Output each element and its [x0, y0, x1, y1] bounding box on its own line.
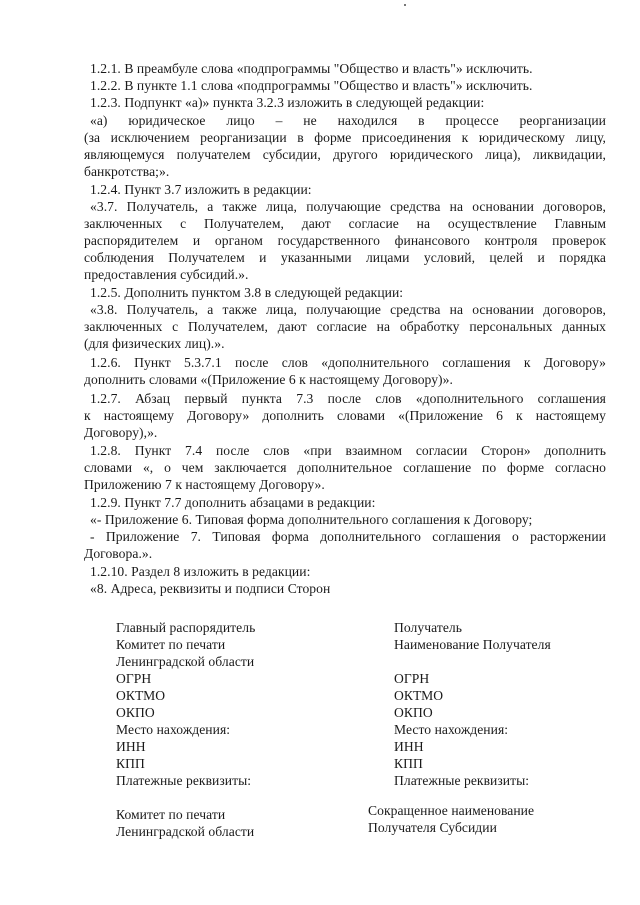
- left-sign-line-2: Ленинградской области: [116, 824, 255, 839]
- right-payment: Платежные реквизиты:: [394, 773, 530, 788]
- left-okpo: ОКПО: [116, 705, 155, 720]
- para-3-8-line-2: заключенных с Получателем, дают согласие на обработку персональных данных: [84, 319, 606, 334]
- right-sign-line-1: Сокращенное наименование: [368, 803, 535, 818]
- para-3-8-line-1: «3.8. Получатель, а также лица, получающие средства на основании договоров,: [90, 302, 606, 317]
- right-ogrn: ОГРН: [394, 671, 430, 686]
- left-location: Место нахождения:: [116, 722, 231, 737]
- item-1-2-4: 1.2.4. Пункт 3.7 изложить в редакции:: [90, 182, 312, 197]
- item-1-2-8-line-3: Приложению 7 к настоящему Договору».: [84, 477, 325, 492]
- para-a-line-1: «а) юридическое лицо – не находился в процессе реорганизации: [90, 113, 606, 128]
- appendix-6-line: «- Приложение 6. Типовая форма дополнительного соглашения к Договору;: [90, 512, 533, 527]
- item-1-2-6-line-2: дополнить словами «(Приложение 6 к настоящему Договору)».: [84, 372, 453, 387]
- scan-speck: [404, 4, 406, 6]
- item-1-2-7-line-3: Договору),».: [84, 425, 158, 440]
- right-role: Получатель: [394, 620, 462, 635]
- item-1-2-2: 1.2.2. В пункте 1.1 слова «подпрограммы "Общество и власть"» исключить.: [90, 78, 533, 93]
- para-3-7-line-2: заключенных с Получателем, дают согласие на осуществление Главным: [84, 216, 606, 231]
- right-name: Наименование Получателя: [394, 637, 551, 652]
- right-kpp: КПП: [394, 756, 423, 771]
- para-3-7-line-5: предоставления субсидий.».: [84, 267, 249, 282]
- left-inn: ИНН: [116, 739, 146, 754]
- right-okpo: ОКПО: [394, 705, 433, 720]
- item-1-2-8-line-2: словами «, о чем заключается дополнительное соглашение по форме согласно: [84, 460, 606, 475]
- item-1-2-5: 1.2.5. Дополнить пунктом 3.8 в следующей редакции:: [90, 285, 404, 300]
- para-3-7-line-4: соблюдения Получателем и указанными лицами условий, целей и порядка: [84, 250, 606, 265]
- item-1-2-10: 1.2.10. Раздел 8 изложить в редакции:: [90, 564, 311, 579]
- appendix-7-line-2: Договора.».: [84, 546, 153, 561]
- left-payment: Платежные реквизиты:: [116, 773, 252, 788]
- item-1-2-7-line-2: к настоящему Договору» дополнить словами «(Приложение 6 к настоящему: [84, 408, 606, 423]
- right-sign-line-2: Получателя Субсидии: [368, 820, 497, 835]
- left-ogrn: ОГРН: [116, 671, 152, 686]
- left-role: Главный распорядитель: [116, 620, 256, 635]
- item-1-2-7-line-1: 1.2.7. Абзац первый пункта 7.3 после слов «дополнительного соглашения: [90, 391, 606, 406]
- item-1-2-6-line-1: 1.2.6. Пункт 5.3.7.1 после слов «дополнительного соглашения к Договору»: [90, 355, 606, 370]
- para-a-line-2: (за исключением реорганизации в форме присоединения к юридическому лицу,: [84, 130, 606, 145]
- para-3-8-line-3: (для физических лиц).».: [84, 336, 225, 351]
- item-1-2-1: 1.2.1. В преамбуле слова «подпрограммы "Общество и власть"» исключить.: [90, 61, 533, 76]
- right-location: Место нахождения:: [394, 722, 509, 737]
- right-inn: ИНН: [394, 739, 424, 754]
- item-1-2-8-line-1: 1.2.8. Пункт 7.4 после слов «при взаимном согласии Сторон» дополнить: [90, 443, 606, 458]
- left-name-line-2: Ленинградской области: [116, 654, 255, 669]
- left-oktmo: ОКТМО: [116, 688, 166, 703]
- para-3-7-line-1: «3.7. Получатель, а также лица, получающие средства на основании договоров,: [90, 199, 606, 214]
- para-a-line-4: банкротства;».: [84, 164, 170, 179]
- section-8-heading: «8. Адреса, реквизиты и подписи Сторон: [90, 581, 331, 596]
- item-1-2-9: 1.2.9. Пункт 7.7 дополнить абзацами в редакции:: [90, 495, 376, 510]
- left-kpp: КПП: [116, 756, 145, 771]
- appendix-7-line-1: - Приложение 7. Типовая форма дополнительного соглашения о расторжении: [90, 529, 606, 544]
- left-sign-line-1: Комитет по печати: [116, 807, 226, 822]
- para-3-7-line-3: распорядителем и органом государственного финансового контроля проверок: [84, 233, 606, 248]
- para-a-line-3: являющемуся получателем субсидии, другого юридического лица), ликвидации,: [84, 147, 606, 162]
- right-oktmo: ОКТМО: [394, 688, 444, 703]
- left-name-line-1: Комитет по печати: [116, 637, 226, 652]
- item-1-2-3: 1.2.3. Подпункт «а)» пункта 3.2.3 изложить в следующей редакции:: [90, 95, 485, 110]
